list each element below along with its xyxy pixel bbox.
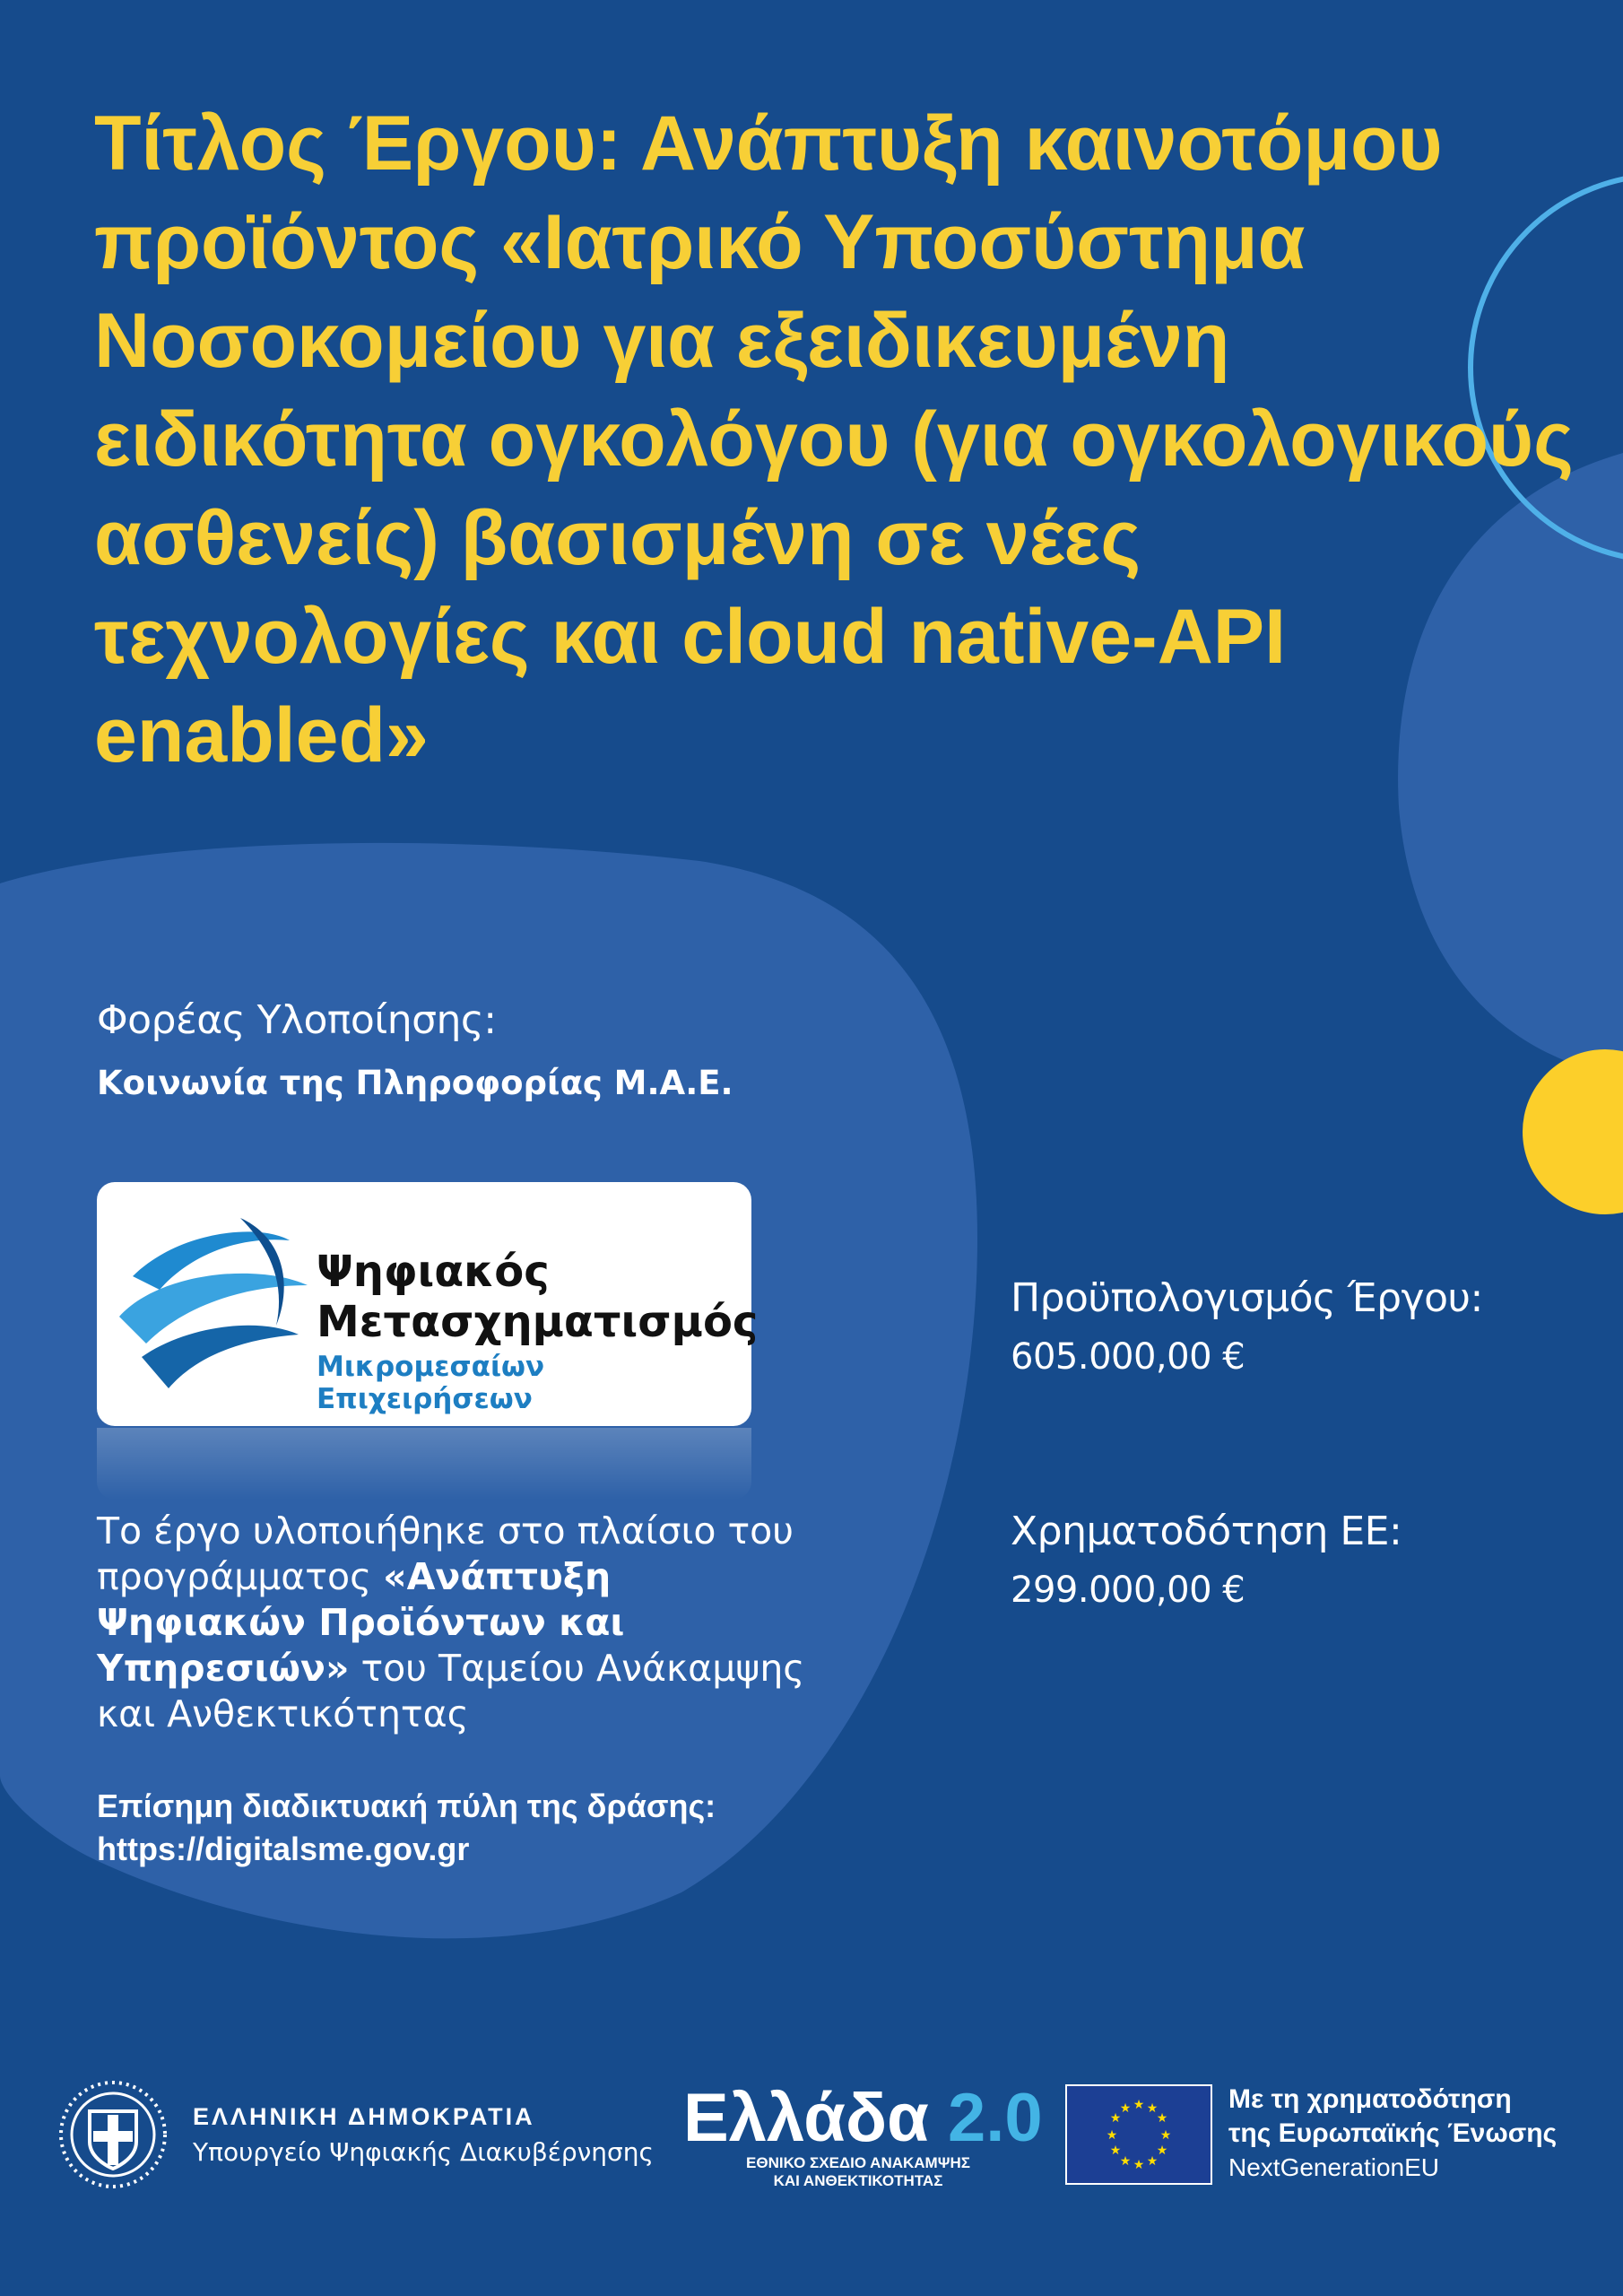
logo-line-2: Μετασχηματισμός [317,1297,759,1347]
eu-line-2: της Ευρωπαϊκής Ένωσης [1228,2118,1558,2148]
program-prefix: Το έργο υλοποιήθηκε στο πλαίσιο του προγράμματος [97,1509,794,1598]
logo-reflection [97,1428,751,1500]
logo-line-3: Μικρομεσαίων Επιχειρήσεων [317,1351,545,1415]
svg-text:★: ★ [1156,2144,1168,2158]
yellow-circle [1523,1049,1623,1214]
project-title: Τίτλος Έργου: Ανάπτυξη καινοτόμου προϊόντος «Ιατρικό Υποσύστημα Νοσοκομείου για εξειδικευμένη ειδικότητα ογκολόγου (για ογκολογικούς ασθενείς) βασισμένη σε νέες τεχνολογίες και cloud native-API enabled» [94,100,1574,778]
budget-value: 605.000,00 € [1011,1336,1245,1378]
svg-text:★: ★ [1106,2128,1118,2143]
swoosh-icon [106,1200,321,1415]
budget-label: Προϋπολογισμός Έργου: [1011,1275,1483,1321]
eu-funding-value: 299.000,00 € [1011,1570,1245,1611]
eu-funding-label: Χρηματοδότηση ΕΕ: [1011,1509,1402,1554]
svg-text:★: ★ [1119,2154,1132,2169]
greek-emblem-icon [57,2079,169,2190]
svg-text:★: ★ [1109,2144,1122,2158]
greece-logo [683,2080,1043,2156]
program-name: «Ανάπτυξη Ψηφιακών Προϊόντων και Υπηρεσιών» [97,1555,625,1690]
svg-text:★: ★ [1159,2128,1172,2143]
greece-logo-sub-1: ΕΘΝΙΚΟ ΣΧΕΔΙΟ ΑΝΑΚΑΜΨΗΣ [746,2154,970,2171]
eu-line-1: Με τη χρηματοδότηση [1228,2084,1512,2114]
program-suffix: του Ταμείου Ανάκαμψης και Ανθεκτικότητας [97,1647,805,1735]
svg-text:★: ★ [1109,2111,1122,2126]
svg-text:★: ★ [1133,2158,1145,2172]
implementer-value: Κοινωνία της Πληροφορίας Μ.Α.Ε. [97,1064,733,1102]
greece-logo-version: 2.0 [947,2080,1043,2156]
svg-text:★: ★ [1156,2111,1168,2126]
portal-block [97,1785,716,1871]
eu-line-3: NextGenerationEU [1228,2153,1440,2181]
program-logo [97,1182,759,1426]
eu-flag-icon [1065,2084,1212,2185]
ministry-label: Υπουργείο Ψηφιακής Διακυβέρνησης [193,2137,654,2167]
svg-text:★: ★ [1119,2101,1132,2116]
republic-label: ΕΛΛΗΝΙΚΗ ΔΗΜΟΚΡΑΤΙΑ [193,2103,535,2130]
program-description [97,1509,814,1737]
logo-line-1: Ψηφιακός [317,1247,550,1297]
eu-funding-note [1228,2083,1557,2185]
portal-label: Επίσημη διαδικτυακή πύλη της δράσης: [97,1787,716,1824]
svg-text:★: ★ [1146,2154,1159,2169]
greece-logo-word: Ελλάδα [683,2080,929,2156]
greece-logo-subtitle [683,2154,1033,2190]
greece-logo-sub-2: ΚΑΙ ΑΝΘΕΚΤΙΚΟΤΗΤΑΣ [773,2172,943,2189]
svg-text:★: ★ [1133,2098,1145,2112]
svg-text:★: ★ [1146,2101,1159,2116]
implementer-label: Φορέας Υλοποίησης: [97,997,497,1043]
portal-url[interactable]: https://digitalsme.gov.gr [97,1831,470,1867]
